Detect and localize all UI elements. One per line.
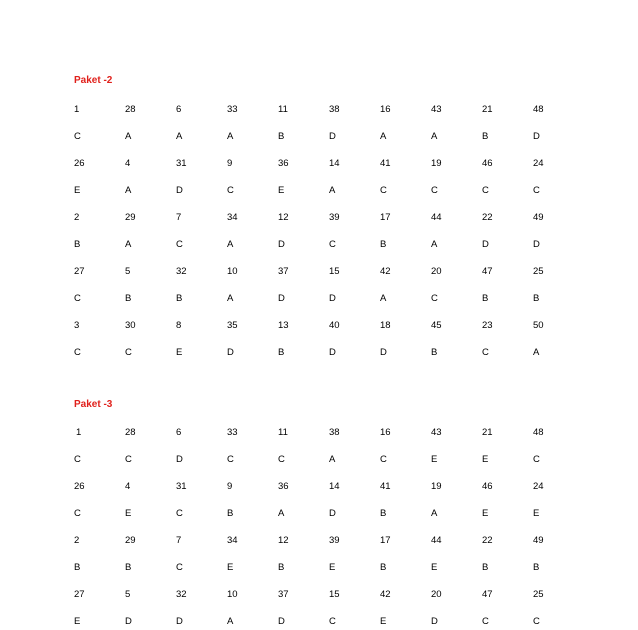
answer-letter-cell: B — [74, 561, 81, 573]
answer-row — [74, 285, 584, 312]
question-number-cell: 23 — [482, 319, 493, 331]
question-number-cell: 5 — [125, 588, 131, 600]
answer-letter-cell: B — [125, 292, 132, 304]
question-number-cell: 27 — [74, 265, 85, 277]
answer-row — [74, 608, 584, 630]
question-number-cell: 15 — [329, 588, 340, 600]
answer-letter-cell: C — [533, 453, 540, 465]
answer-letter-cell: A — [431, 238, 438, 250]
question-number-cell: 14 — [329, 480, 340, 492]
answer-letter-cell: B — [125, 561, 132, 573]
question-number-row — [74, 473, 584, 500]
answer-letter-cell: D — [329, 130, 336, 142]
answer-letter-cell: D — [278, 238, 285, 250]
question-number-cell: 24 — [533, 480, 544, 492]
question-number-cell: 28 — [125, 103, 136, 115]
question-number-cell: 33 — [227, 426, 238, 438]
question-number-cell: 20 — [431, 265, 442, 277]
question-number-cell: 34 — [227, 211, 238, 223]
question-number-cell: 41 — [380, 480, 391, 492]
question-number-cell: 44 — [431, 211, 442, 223]
question-number-cell: 27 — [74, 588, 85, 600]
answer-letter-cell: A — [431, 507, 438, 519]
question-number-cell: 43 — [431, 103, 442, 115]
question-number-cell: 48 — [533, 426, 544, 438]
answer-row — [74, 339, 584, 366]
question-number-cell: 1 — [76, 426, 82, 438]
answer-key-table-paket-2 — [74, 96, 584, 366]
answer-letter-cell: E — [74, 615, 81, 627]
answer-letter-cell: B — [533, 561, 540, 573]
question-number-cell: 26 — [74, 157, 85, 169]
answer-letter-cell: D — [176, 453, 183, 465]
answer-letter-cell: E — [74, 184, 81, 196]
question-number-cell: 31 — [176, 157, 187, 169]
answer-letter-cell: D — [125, 615, 132, 627]
question-number-cell: 14 — [329, 157, 340, 169]
question-number-cell: 19 — [431, 157, 442, 169]
answer-letter-cell: B — [380, 507, 387, 519]
answer-letter-cell: E — [278, 184, 285, 196]
answer-letter-cell: B — [482, 561, 489, 573]
question-number-row — [74, 96, 584, 123]
answer-letter-cell: D — [278, 615, 285, 627]
answer-row — [74, 500, 584, 527]
answer-letter-cell: B — [431, 346, 438, 358]
answer-row — [74, 177, 584, 204]
answer-letter-cell: C — [431, 292, 438, 304]
question-number-row — [74, 581, 584, 608]
answer-letter-cell: C — [176, 561, 183, 573]
answer-letter-cell: B — [74, 238, 81, 250]
answer-letter-cell: A — [125, 130, 132, 142]
question-number-cell: 7 — [176, 534, 182, 546]
answer-letter-cell: C — [74, 130, 81, 142]
question-number-cell: 6 — [176, 426, 182, 438]
answer-letter-cell: B — [380, 561, 387, 573]
question-number-cell: 6 — [176, 103, 182, 115]
answer-letter-cell: E — [482, 507, 489, 519]
answer-letter-cell: E — [227, 561, 234, 573]
question-number-cell: 18 — [380, 319, 391, 331]
answer-letter-cell: A — [380, 292, 387, 304]
answer-letter-cell: C — [74, 292, 81, 304]
question-number-cell: 36 — [278, 480, 289, 492]
answer-letter-cell: B — [278, 561, 285, 573]
answer-letter-cell: D — [380, 346, 387, 358]
answer-letter-cell: C — [482, 184, 489, 196]
answer-letter-cell: E — [482, 453, 489, 465]
answer-letter-cell: E — [533, 507, 540, 519]
section-title-paket-2: Paket -2 — [74, 75, 113, 86]
question-number-cell: 45 — [431, 319, 442, 331]
answer-letter-cell: E — [176, 346, 183, 358]
answer-letter-cell: A — [329, 184, 336, 196]
question-number-cell: 13 — [278, 319, 289, 331]
question-number-cell: 50 — [533, 319, 544, 331]
question-number-cell: 26 — [74, 480, 85, 492]
question-number-cell: 4 — [125, 480, 131, 492]
answer-letter-cell: D — [176, 615, 183, 627]
answer-letter-cell: C — [329, 615, 336, 627]
question-number-cell: 21 — [482, 426, 493, 438]
question-number-cell: 29 — [125, 211, 136, 223]
question-number-cell: 31 — [176, 480, 187, 492]
answer-letter-cell: D — [278, 292, 285, 304]
question-number-cell: 19 — [431, 480, 442, 492]
answer-letter-cell: B — [227, 507, 234, 519]
question-number-cell: 12 — [278, 211, 289, 223]
question-number-cell: 22 — [482, 211, 493, 223]
answer-letter-cell: B — [278, 346, 285, 358]
answer-letter-cell: C — [74, 346, 81, 358]
answer-letter-cell: C — [176, 507, 183, 519]
answer-letter-cell: A — [278, 507, 285, 519]
answer-letter-cell: D — [227, 346, 234, 358]
question-number-cell: 44 — [431, 534, 442, 546]
answer-letter-cell: C — [278, 453, 285, 465]
answer-letter-cell: B — [482, 292, 489, 304]
question-number-cell: 20 — [431, 588, 442, 600]
question-number-cell: 43 — [431, 426, 442, 438]
question-number-cell: 32 — [176, 588, 187, 600]
question-number-row — [74, 258, 584, 285]
answer-letter-cell: B — [482, 130, 489, 142]
answer-letter-cell: D — [533, 238, 540, 250]
question-number-row — [74, 419, 584, 446]
question-number-cell: 37 — [278, 265, 289, 277]
question-number-cell: 2 — [74, 211, 80, 223]
question-number-cell: 48 — [533, 103, 544, 115]
question-number-cell: 7 — [176, 211, 182, 223]
question-number-cell: 36 — [278, 157, 289, 169]
answer-letter-cell: A — [227, 615, 234, 627]
answer-letter-cell: C — [533, 184, 540, 196]
question-number-row — [74, 312, 584, 339]
answer-row — [74, 446, 584, 473]
question-number-cell: 8 — [176, 319, 182, 331]
question-number-cell: 25 — [533, 588, 544, 600]
answer-letter-cell: E — [431, 453, 438, 465]
answer-letter-cell: C — [227, 453, 234, 465]
answer-row — [74, 554, 584, 581]
answer-letter-cell: A — [329, 453, 336, 465]
question-number-cell: 2 — [74, 534, 80, 546]
question-number-cell: 39 — [329, 211, 340, 223]
question-number-row — [74, 527, 584, 554]
answer-letter-cell: C — [482, 346, 489, 358]
question-number-cell: 24 — [533, 157, 544, 169]
question-number-cell: 28 — [125, 426, 136, 438]
answer-letter-cell: A — [227, 130, 234, 142]
answer-letter-cell: C — [125, 346, 132, 358]
answer-letter-cell: C — [329, 238, 336, 250]
question-number-cell: 34 — [227, 534, 238, 546]
answer-letter-cell: C — [380, 184, 387, 196]
answer-key-table-paket-3 — [74, 419, 584, 630]
answer-letter-cell: B — [176, 292, 183, 304]
answer-letter-cell: D — [329, 507, 336, 519]
answer-letter-cell: B — [533, 292, 540, 304]
answer-letter-cell: C — [74, 453, 81, 465]
answer-letter-cell: C — [227, 184, 234, 196]
question-number-cell: 42 — [380, 265, 391, 277]
answer-letter-cell: E — [329, 561, 336, 573]
question-number-cell: 5 — [125, 265, 131, 277]
answer-row — [74, 123, 584, 150]
question-number-cell: 11 — [278, 426, 288, 438]
question-number-cell: 29 — [125, 534, 136, 546]
question-number-row — [74, 150, 584, 177]
question-number-cell: 25 — [533, 265, 544, 277]
answer-letter-cell: C — [74, 507, 81, 519]
question-number-cell: 47 — [482, 265, 493, 277]
answer-letter-cell: B — [380, 238, 387, 250]
answer-letter-cell: C — [533, 615, 540, 627]
question-number-cell: 33 — [227, 103, 238, 115]
answer-letter-cell: E — [125, 507, 132, 519]
answer-letter-cell: E — [380, 615, 387, 627]
question-number-cell: 16 — [380, 103, 391, 115]
question-number-cell: 15 — [329, 265, 340, 277]
question-number-cell: 35 — [227, 319, 238, 331]
question-number-cell: 16 — [380, 426, 391, 438]
answer-letter-cell: D — [431, 615, 438, 627]
answer-letter-cell: A — [380, 130, 387, 142]
question-number-cell: 46 — [482, 157, 493, 169]
question-number-cell: 49 — [533, 211, 544, 223]
answer-letter-cell: A — [227, 238, 234, 250]
question-number-cell: 17 — [380, 211, 391, 223]
answer-letter-cell: A — [533, 346, 540, 358]
answer-letter-cell: A — [431, 130, 438, 142]
answer-letter-cell: D — [329, 346, 336, 358]
answer-letter-cell: D — [176, 184, 183, 196]
answer-letter-cell: B — [278, 130, 285, 142]
question-number-cell: 17 — [380, 534, 391, 546]
answer-letter-cell: D — [329, 292, 336, 304]
answer-letter-cell: A — [125, 184, 132, 196]
question-number-cell: 10 — [227, 265, 238, 277]
question-number-cell: 3 — [74, 319, 80, 331]
question-number-cell: 32 — [176, 265, 187, 277]
answer-row — [74, 231, 584, 258]
answer-letter-cell: D — [482, 238, 489, 250]
question-number-cell: 49 — [533, 534, 544, 546]
answer-letter-cell: C — [125, 453, 132, 465]
answer-letter-cell: D — [533, 130, 540, 142]
answer-letter-cell: A — [176, 130, 183, 142]
question-number-cell: 30 — [125, 319, 136, 331]
section-title-paket-3: Paket -3 — [74, 399, 113, 410]
question-number-cell: 46 — [482, 480, 493, 492]
question-number-cell: 40 — [329, 319, 340, 331]
question-number-row — [74, 204, 584, 231]
question-number-cell: 11 — [278, 103, 288, 115]
answer-letter-cell: C — [176, 238, 183, 250]
answer-letter-cell: C — [431, 184, 438, 196]
answer-letter-cell: A — [227, 292, 234, 304]
question-number-cell: 9 — [227, 157, 233, 169]
question-number-cell: 10 — [227, 588, 238, 600]
answer-letter-cell: A — [125, 238, 132, 250]
question-number-cell: 22 — [482, 534, 493, 546]
question-number-cell: 1 — [74, 103, 80, 115]
question-number-cell: 21 — [482, 103, 493, 115]
question-number-cell: 37 — [278, 588, 289, 600]
question-number-cell: 38 — [329, 103, 340, 115]
question-number-cell: 41 — [380, 157, 391, 169]
question-number-cell: 4 — [125, 157, 131, 169]
question-number-cell: 9 — [227, 480, 233, 492]
question-number-cell: 47 — [482, 588, 493, 600]
question-number-cell: 12 — [278, 534, 289, 546]
question-number-cell: 42 — [380, 588, 391, 600]
question-number-cell: 38 — [329, 426, 340, 438]
answer-letter-cell: C — [482, 615, 489, 627]
answer-letter-cell: E — [431, 561, 438, 573]
answer-letter-cell: C — [380, 453, 387, 465]
question-number-cell: 39 — [329, 534, 340, 546]
